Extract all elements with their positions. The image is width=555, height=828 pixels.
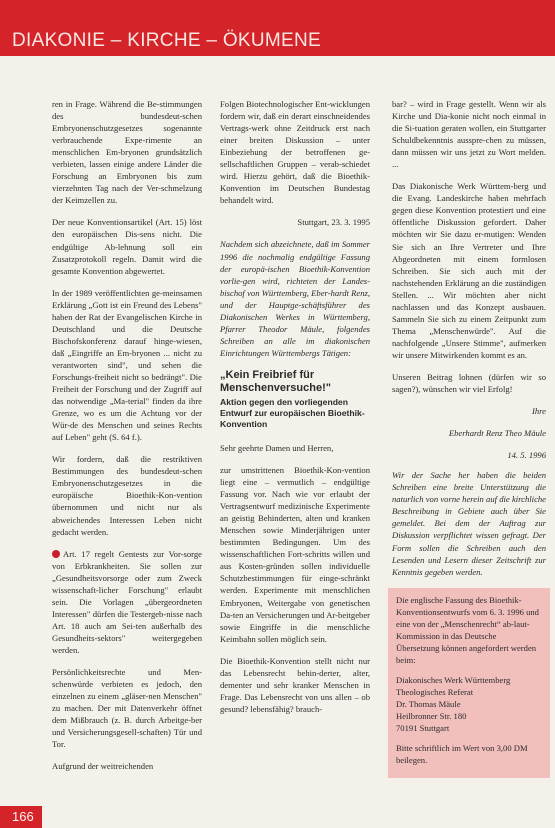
- address-line: 70191 Stuttgart: [396, 723, 450, 734]
- column-1: [52, 98, 202, 782]
- column-2: [220, 98, 370, 725]
- page-number-badge: [0, 806, 42, 828]
- section-title: DIAKONIE – KIRCHE – ÖKUMENE: [12, 30, 322, 51]
- address-line: Theologisches Referat: [396, 686, 474, 697]
- bullet-paragraph: [52, 548, 202, 656]
- paragraph: Das Diakonische Werk Württem-berg und die Evang. Landeskirche haben mehrfach gegen diese Konvention protestiert und eine öffentliche Diskussion gefordert. Daher möchten wir Sie dazu er-mutigen: Wenden Sie sich an Ihre Vertreter und Ihre Abgeordneten mit einem formlosen Schreiben. Sie sich auch mit der nachstehenden Erklärung an die zuständigen Stellen. ... Wir möchten aber nicht nachlassen und das Konzept ausbauen. Sammeln Sie sich zu einem Zeitpunkt zum Thema „Menschenwürde". Auf die nachfolgende „Unsere Stimme", aufmerken wir unsere Mitwirkenden kommt es an.: [392, 181, 546, 360]
- paragraph: ren in Frage. Während die Be-stimmungen des bundesdeut-schen Embryonenschutzgesetzes sogenannte verbrauchende Expe-rimente an menschlichen Em-bryonen grundsätzlich verbieten, lassen einige andere Länder die Forschung an Embryonen bis zum vierzehnten Tag nach der Ver-schmelzung der Keimzellen zu.: [52, 99, 202, 206]
- bullet-icon: [52, 550, 60, 558]
- info-box-address: [396, 674, 542, 734]
- paragraph: Aufgrund der weitreichenden: [52, 761, 154, 772]
- address-line: Dr. Thomas Mäule: [396, 699, 461, 710]
- column-3: [392, 98, 546, 778]
- section-banner: [0, 0, 555, 56]
- italic-note: Wir der Sache her haben die beiden Schreiben eine breite Unterstützung die naturlich von vorne herein auf die kirchliche Beschreibung in Gebiete auch über Sie gemeldet. Bei dem der Auftrag zur Diskussion verpflichtet wissen gefragt. Der Form sollen die Schreiben auch den Lesenden und Lesern dieser Zeitschrift zur Kenntnis gegeben werden.: [392, 470, 546, 577]
- info-box-text: Die englische Fassung des Bioethik-Konventionsentwurfs vom 6. 3. 1996 und eine von der „Menschenrecht“ ab-laut-Kommission in das Deutsche Übersetzung können angefordert werden beim:: [396, 594, 539, 665]
- paragraph: Wir fordern, daß die restriktiven Bestimmungen des bundesdeut-schen Embryonenschutzgesetzes in die europäische Bioethik-Kon-vention übernommen und nicht nur als abweichendes Interessen Leben nicht gedacht werden.: [52, 454, 202, 537]
- paragraph: Der neue Konventionsartikel (Art. 15) löst den europäischen Dis-sens nicht. Die endgültige Ab-lehnung soll ein Zusatzprotokoll regeln. Damit wird die gesamte Konvention abgewertet.: [52, 217, 202, 276]
- paragraph: Folgen Biotechnologischer Ent-wicklungen fordern wir, daß ein derart einschneidendes Vertrags-werk ohne Zeitdruck erst nach einer breiten Diskussion – unter Einbeziehung der betroffenen ge-sellschaftlichen Gruppen – verab-schiedet wird. Hierzu gehört, daß die Bioethik-Konvention im Deutschen Bundestag behandelt wird.: [220, 99, 370, 206]
- paragraph: Persönlichkeitsrechte und Men-schenwürde verbieten es jedoch, den einzelnen zu einem „gläser-nen Menschen" zu machen. Der mit Datenverkehr öffnet dem Mißbrauch (z. B. durch Arbeitge-ber und Versicherungsgesell-schaften) Tür und Tor.: [52, 667, 202, 750]
- article-subheading: Aktion gegen den vorliegenden Entwurf zur europäischen Bioethik-Konvention: [220, 396, 365, 429]
- address-line: Heilbronner Str. 180: [396, 711, 467, 722]
- page-number: 166: [12, 809, 34, 824]
- italic-intro: Nachdem sich abzeichnete, daß im Sommer 1996 die nochmalig endgültige Fassung der europä-ischen Bioethik-Konvention vorlie-gen wird, richteten der Landes-bischof von Württemberg, Eber-hardt Renz, und der Hauptge-schäftsführer des Diakonischen Werkes in Württemberg, Pfarrer Theodor Mäule, folgendes Schreiben an alle im diakonischen Einrichtungen Württembergs Tätigen:: [220, 239, 370, 358]
- address-line: Diakonisches Werk Württemberg: [396, 674, 511, 685]
- salutation: Sehr geehrte Damen und Herren,: [220, 442, 334, 453]
- paragraph: Unseren Beitrag lohnen (dürfen wir so sagen?), wünschen wir viel Erfolg!: [392, 371, 546, 395]
- place-date: Stuttgart, 23. 3. 1995: [297, 217, 370, 228]
- article-heading: „Kein Freibrief für Menschenversuche!": [220, 368, 331, 394]
- paragraph: In der 1989 veröffentlichten ge-meinsamen Erklärung „Gott ist ein Freund des Lebens" haben der Rat der Evangelischen Kirche in Deutschland und die Deutsche Bischofskonferenz darauf hinge-wiesen, daß „Eingriffe an Em-bryonen ... nicht zu verantworten sind", und sehen die Forschungs-freiheit nicht so bedrängt". Die Freiheit der Forschung und der Zugriff auf das notwendige „Ma-terial" finden da ihre Grenze, wo es um die Achtung vor der Wür-de des Menschen und seines Rechts auf Leben" geht (S. 64 f.).: [52, 287, 202, 443]
- paragraph: Die Bioethik-Konvention stellt nicht nur das Lebensrecht behin-derter, alter, dementer und sehr kranker Menschen in Frage. Das Lebensrecht von uns allen – ob gesund? lebensfähig? brauch-: [220, 655, 370, 714]
- signature-date: 14. 5. 1996: [507, 450, 546, 461]
- paragraph: bar? – wird in Frage gestellt. Wenn wir als Kirche und Dia-konie nicht noch einmal in die Si-tuation geraten wollen, ein Stuttgarter Schuldbekenntnis ausspre-chen zu müssen, dann müssen wir uns jetzt zu Wort melden. ...: [392, 99, 546, 170]
- paragraph: zur umstrittenen Bioethik-Kon-vention liegt eine – vermutlich – endgültige Fassung vor. Nach wie vor erlaubt der Vertragsentwurf medizinische Experimente an geistig Behinderten, alten und kranken Menschen sowie Minderjährigen unter bestimmten Bedingungen. Um des wissenschaftlichen Fort-schritts willen und aus Kosten-gründen sollen individuelle Schutzbestimmungen für einge-schränkt werden. Experimente mit menschlichen Embryonen, Weitergabe von genetischen Da-ten an Versicherungen und Ar-beitgeber sowie Eingriffe in die menschliche Keimbahn sollen möglich sein.: [220, 464, 370, 644]
- info-box: [388, 588, 550, 779]
- info-box-note: Bitte schriftlich im Wert von 3,00 DM beilegen.: [396, 743, 528, 766]
- signature: Eberhardt Renz Theo Mäule: [448, 428, 546, 439]
- paragraph-text: Art. 17 regelt Gentests zur Vor-sorge von Erbkrankheiten. Sie sollen zur „Gesundheitsvorsorge oder zum Zweck wissenschaft-licher Forschung" erlaubt sein. Die Vorlagen „übergeordneten Interessen" dürfen die Testergeb-nisse nach Art. 18 auch am Sei-ten außerhalb des Gesundheits-sektors" weitergegeben werden.: [52, 548, 202, 655]
- closing: Ihre: [532, 406, 546, 417]
